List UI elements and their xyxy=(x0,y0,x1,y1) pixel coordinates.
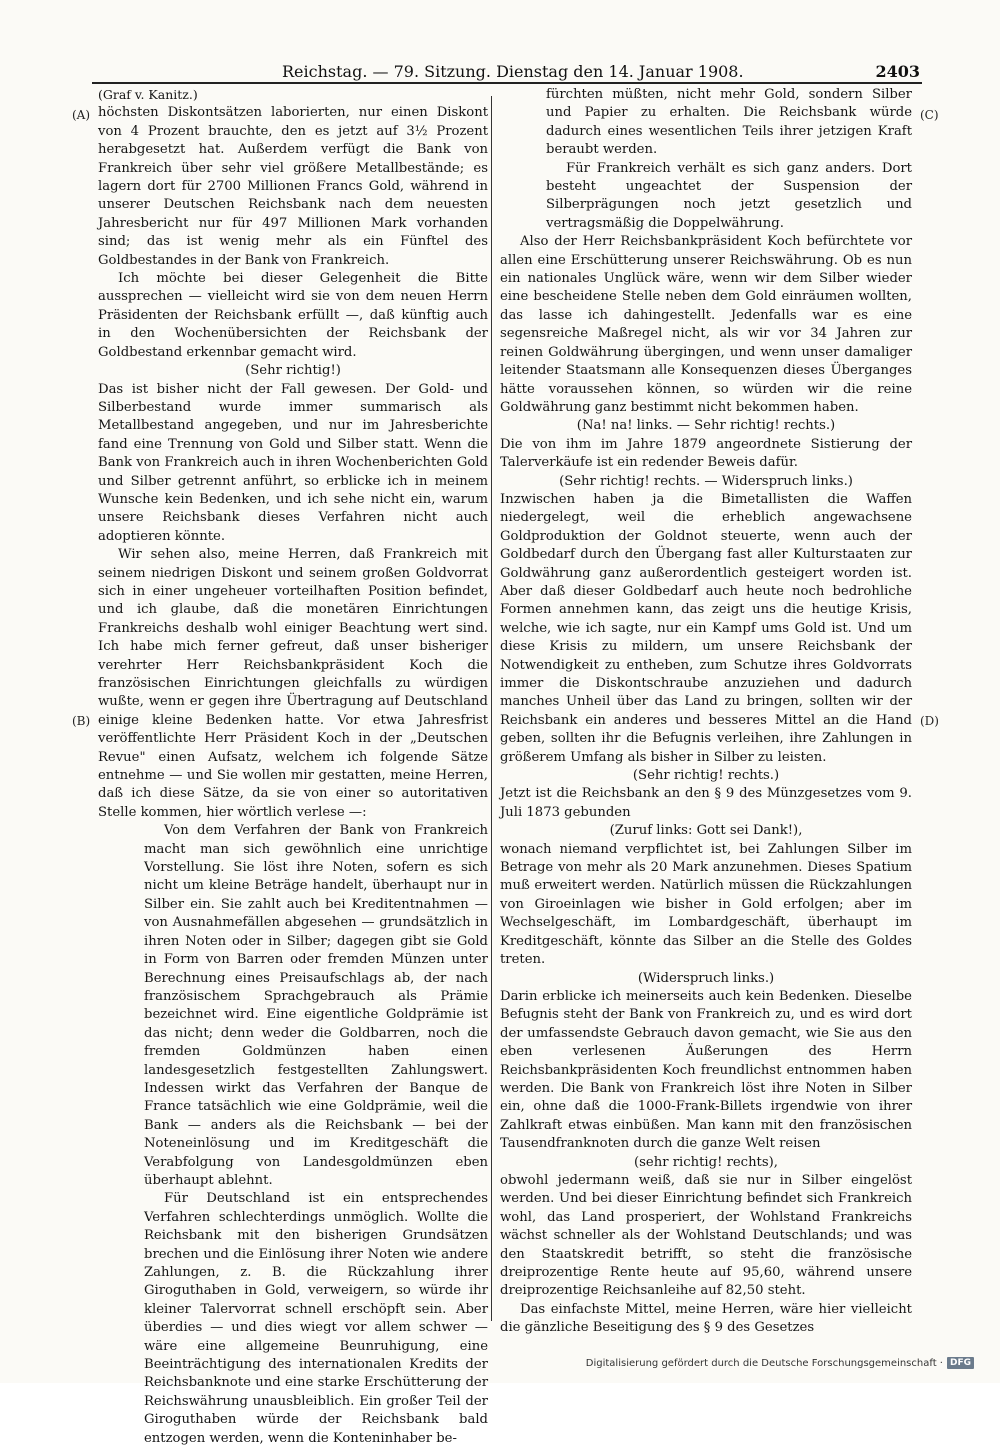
paragraph: Das ist bisher nicht der Fall gewesen. Der Gold- und Silberbestand wurde immer summarisch als Metallbestand angegeben, und nur im Jahresberichte fand eine Trennung von Gold und Silber statt. Wenn die Bank von Frankreich auch in ihren Wochenberichten Gold und Silber getrennt anführt, so erblicke ich in meinem Wunsche kein Bedenken, und ich sehe nicht ein, warum unsere Reichsbank dieses Verfahren nicht auch adoptieren könnte. xyxy=(98,381,488,544)
interjection: (sehr richtig! rechts), xyxy=(634,1154,778,1170)
header-rule xyxy=(92,82,922,84)
paragraph: Jetzt ist die Reichsbank an den § 9 des Münzgesetzes vom 9. Juli 1873 gebunden xyxy=(500,786,912,820)
speaker-attribution: (Graf v. Kanitz.) xyxy=(98,87,198,102)
margin-marker-b: (B) xyxy=(72,714,91,728)
interjection: (Sehr richtig! rechts. — Widerspruch links.) xyxy=(559,473,853,489)
interjection: (Zuruf links: Gott sei Dank!), xyxy=(609,823,803,839)
paragraph: Wir sehen also, meine Herren, daß Frankreich mit seinem niedrigen Diskont und seinem großen Goldvorrat sich in einer ungeheuer vorteilhaften Position befindet, und ich glaube, daß die monetären Einrichtungen Frankreichs deshalb wohl einiger Beachtung wert sind. Ich habe mich ferner gefreut, daß unser bisheriger verehrter Herr Reichsbankpräsident Koch die französischen Einrichtungen gleichfalls zu würdigen wußte, wenn er gegen ihre Übertragung auf Deutschland einige kleine Bedenken hatte. Vor etwa Jahresfrist veröffentlichte Herr Präsident Koch in der „Deutschen Revue" einen Aufsatz, welchem ich folgende Sätze entnehme — und Sie wollen mir gestatten, meine Herren, daß ich diese Sätze, da sie von einer so autoritativen Stelle kommen, hier wörtlich verlese —: xyxy=(98,547,488,820)
quotation: Von dem Verfahren der Bank von Frankreich macht man sich gewöhnlich eine unrichtige Vorstellung. Sie löst ihre Noten, sofern es sich nicht um kleine Beträge handelt, überhaupt nur in Silber ein. Sie zahlt auch bei Kreditentnahmen — von Ausnahmefällen abgesehen — grundsätzlich in ihren Noten oder in Silber; dagegen gibt sie Gold in Form von Barren oder fremden Münzen unter Berechnung eines Preisaufschlags ab, der nach französischem Sprachgebrauch als Prämie bezeichnet wird. Eine eigentliche Goldprämie ist das nicht; denn weder die Goldbarren, noch die fremden Goldmünzen haben einen landesgesetzlich festgestellten Zahlungswert. Indessen wirkt das Verfahren der Banque de France tatsächlich wie eine Goldprämie, weil die Bank — anders als die Reichsbank — bei der Noteneinlösung und im Kreditgeschäft die Verabfolgung von Landesgoldmünzen eben überhaupt ablehnt. xyxy=(144,823,488,1188)
quotation: Für Deutschland ist ein entsprechendes Verfahren schlechterdings unmöglich. Wollte die Reichsbank mit den bisherigen Grundsätzen brechen und die Einlösung ihrer Noten wie andere Zahlungen, z. B. die Rückzahlung ihrer Giroguthaben in Gold, verweigern, so würde ihr kleiner Talervorrat schnell erschöpft sein. Aber überdies — und dies wiegt vor allem schwer — wäre eine allgemeine Beunruhigung, eine Beeinträchtigung des internationalen Kredits der Reichsbanknote und eine starke Erschütterung der Reichswährung unausbleiblich. Ein großer Teil der Giroguthaben würde der Reichsbank bald entzogen werden, wenn die Konteninhaber be- xyxy=(144,1191,488,1446)
footer-text: Digitalisierung gefördert durch die Deutsche Forschungsgemeinschaft · xyxy=(585,1357,943,1369)
digitization-credit xyxy=(586,1357,974,1369)
interjection: (Sehr richtig! rechts.) xyxy=(632,768,780,784)
paragraph: obwohl jedermann weiß, daß sie nur in Silber eingelöst werden. Und bei dieser Einrichtung befindet sich Frankreich wohl, das Land prosperiert, der Wohlstand Frankreichs wächst schneller als der Wohlstand Deutschlands; und was den Staatskredit betrifft, so steht die französische dreiprozentige Rente heute auf 95,60, während unsere dreiprozentige Reichsanleihe auf 82,50 steht. xyxy=(500,1172,912,1299)
paragraph: Darin erblicke ich meinerseits auch kein Bedenken. Dieselbe Befugnis steht der Bank von Frankreich zu, und es wird dort der umfassendste Gebrauch davon gemacht, wie Sie aus den eben verlesenen Äußerungen des Herrn Reichsbankpräsidenten Koch freundlichst entnommen haben werden. Die Bank von Frankreich löst ihre Noten in Silber ein, ohne daß die 1000-Frank-Billets irgendwie von ihrer Zahlkraft etwas einbüßen. Man kann mit den französischen Tausendfranknoten durch die ganze Welt reisen xyxy=(500,988,912,1152)
column-divider xyxy=(491,96,492,1321)
paragraph: Ich möchte bei dieser Gelegenheit die Bitte aussprechen — vielleicht wird sie von dem neuen Herrn Präsidenten der Reichsbank erfüllt —, daß künftig auch in den Wochenübersichten der Reichsbank der Goldbestand erkennbar gemacht wird. xyxy=(98,271,488,360)
paragraph: Die von ihm im Jahre 1879 angeordnete Sistierung der Talerverkäufe ist ein redender Beweis dafür. xyxy=(500,436,912,471)
interjection: (Widerspruch links.) xyxy=(637,970,775,986)
quotation: fürchten müßten, nicht mehr Gold, sondern Silber und Papier zu erhalten. Die Reichsbank würde dadurch eines wesentlichen Teils ihrer jetzigen Kraft beraubt werden. xyxy=(546,87,912,158)
dfg-logo: DFG xyxy=(947,1357,974,1369)
interjection: (Sehr richtig!) xyxy=(245,363,341,379)
quotation: Für Frankreich verhält es sich ganz anders. Dort besteht ungeachtet der Suspension der Silberprägungen noch jetzt gesetzlich und vertragsmäßig die Doppelwährung. xyxy=(546,160,912,231)
margin-marker-c: (C) xyxy=(920,108,939,122)
margin-marker-d: (D) xyxy=(920,714,939,728)
margin-marker-a: (A) xyxy=(72,108,91,122)
paragraph: Inzwischen haben ja die Bimetallisten die Waffen niedergelegt, weil die erheblich angewachsene Goldproduktion der Goldnot steuerte, wenn auch der Goldbedarf durch den Übergang fast aller Kulturstaaten zur Goldwährung ganz außerordentlich gesteigert worden ist. Aber daß dieser Goldbedarf auch heute noch bedrohliche Formen annehmen kann, das zeigt uns die heutige Krisis, welche, wie ich sagte, nur ein Kampf ums Gold ist. Und um diese Krisis zu mildern, um unsere Reichsbank der Notwendigkeit zu entheben, zum Schutze ihres Goldvorrats immer die Diskontschraube anzuziehen und dadurch manches Unheil über das Land zu bringen, sollten wir der Reichsbank ein anderes und besseres Mittel an die Hand geben, sollten ihr die Befugnis verleihen, ihre Zahlungen in größerem Umfang als bisher in Silber zu leisten. xyxy=(500,491,912,765)
paragraph: Also der Herr Reichsbankpräsident Koch befürchtete vor allen eine Erschütterung unserer Reichswährung. Ob es nun ein nationales Unglück wäre, wenn wir dem Silber wieder eine bescheidene Stelle neben dem Gold einräumen wollten, das lasse ich dahingestellt. Jedenfalls war es eine segensreiche Maßregel nicht, als wir vor 34 Jahren zur reinen Goldwährung übergingen, und wenn unser damaliger leitender Staatsmann alle Konsequenzen dieses Überganges hätte voraussehen können, so würden wir die reine Goldwährung ganz bestimmt nicht bekommen haben. xyxy=(500,234,912,415)
paragraph: wonach niemand verpflichtet ist, bei Zahlungen Silber im Betrage von mehr als 20 Mark anzunehmen. Dieses Spatium muß erweitert werden. Natürlich müssen die Rückzahlungen von Giroeinlagen wie bisher in Gold erfolgen; aber im Wechselgeschäft, im Lombardgeschäft, überhaupt im Kreditgeschäft, könnte das Silber an die Stelle des Goldes treten. xyxy=(500,841,912,968)
paragraph: Das einfachste Mittel, meine Herren, wäre hier vielleicht die gänzliche Beseitigung des § 9 des Gesetzes xyxy=(500,1301,912,1336)
paragraph: höchsten Diskontsätzen laborierten, nur einen Diskont von 4 Prozent brauchte, den es jetzt auf 3½ Prozent herabgesetzt hat. Außerdem verfügt die Bank von Frankreich über sehr viel größere Metallbestände; es lagern dort für 2700 Millionen Francs Gold, während in unserer Deutschen Reichsbank nach dem neuesten Jahresbericht nur für 497 Millionen Mark vorhanden sind; das ist wenig mehr als ein Fünftel des Goldbestandes in der Bank von Frankreich. xyxy=(98,105,488,268)
interjection: (Na! na! links. — Sehr richtig! rechts.) xyxy=(576,418,836,434)
left-column xyxy=(98,86,488,1448)
right-column xyxy=(500,86,912,1338)
running-header: Reichstag. — 79. Sitzung. Dienstag den 14. Januar 1908. xyxy=(282,62,744,81)
page-number: 2403 xyxy=(875,62,920,81)
